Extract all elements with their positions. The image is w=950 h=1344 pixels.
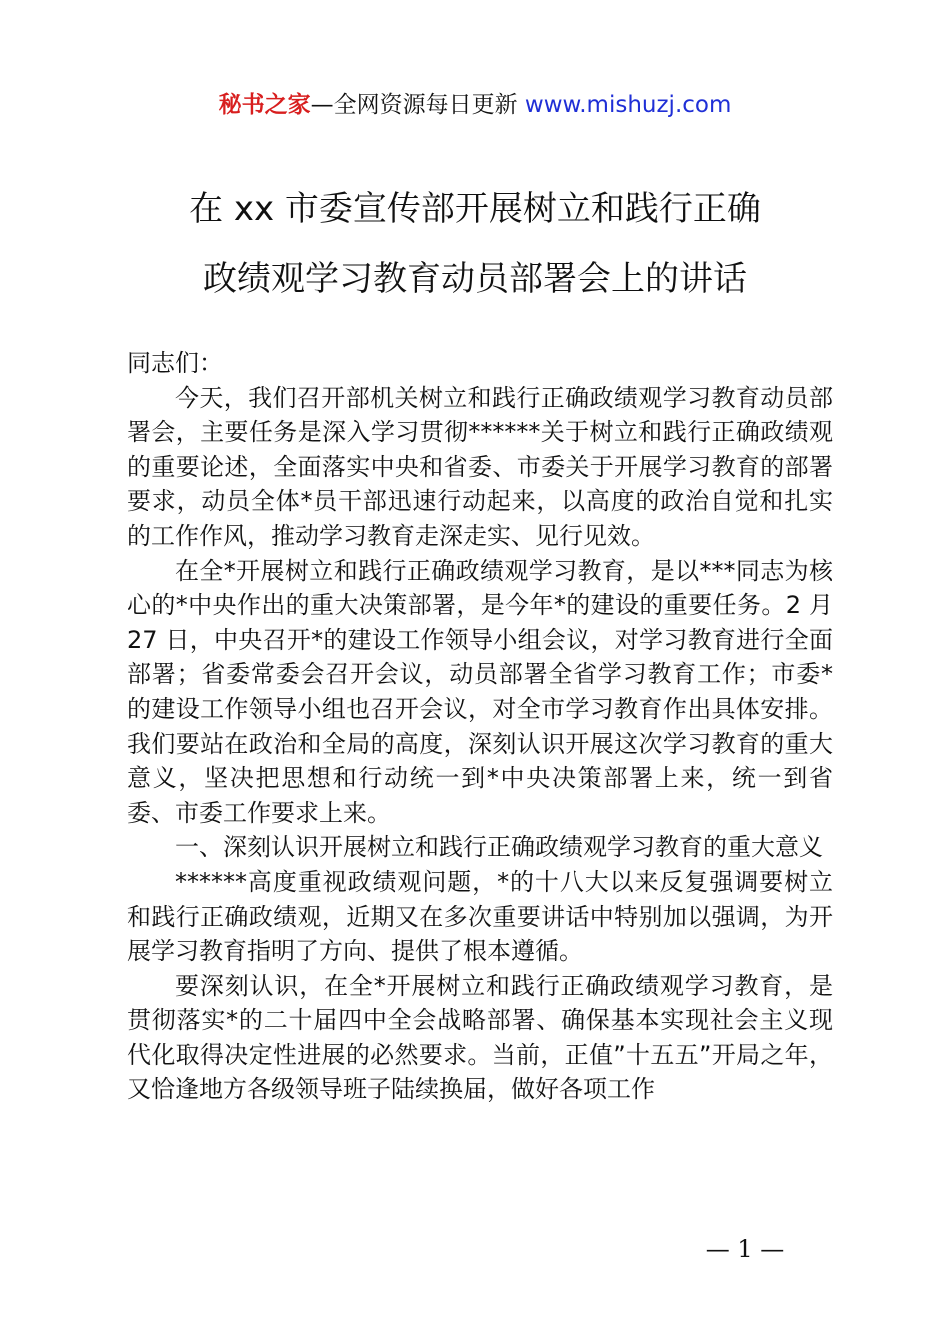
document-body (127, 346, 833, 1107)
site-tagline: —全网资源每日更新 (310, 92, 525, 118)
site-url-link[interactable]: www.mishuzj.com (524, 92, 732, 118)
site-header (0, 88, 950, 122)
section-heading: 一、深刻认识开展树立和践行正确政绩观学习教育的重大意义 (175, 833, 823, 862)
site-brand: 秘书之家 (218, 92, 311, 118)
body-paragraph: 要深刻认识，在全*开展树立和践行正确政绩观学习教育，是贯彻落实*的二十届四中全会战略部署、确保基本实现社会主义现代化取得决定性进展的必然要求。当前，正值”十五五”开局之年，又恰逢地方各级领导班子陆续换届，做好各项工作 (127, 971, 833, 1104)
page-number: — 1 — (705, 1235, 785, 1263)
title-line-2: 政绩观学习教育动员部署会上的讲话 (203, 259, 747, 299)
body-paragraph: ******高度重视政绩观问题，*的十八大以来反复强调要树立和践行正确政绩观，近期又在多次重要讲话中特别加以强调，为开展学习教育指明了方向、提供了根本遵循。 (127, 867, 833, 966)
body-paragraph: 今天，我们召开部机关树立和践行正确政绩观学习教育动员部署会，主要任务是深入学习贯彻******关于树立和践行正确政绩观的重要论述，全面落实中央和省委、市委关于开展学习教育的部署要求，动员全体*员干部迅速行动起来，以高度的政治自觉和扎实的工作作风，推动学习教育走深走实、见行见效。 (127, 383, 833, 550)
title-line-1: 在 xx 市委宣传部开展树立和践行正确 (189, 189, 761, 229)
document-title (0, 186, 950, 302)
body-paragraph: 在全*开展树立和践行正确政绩观学习教育，是以***同志为核心的*中央作出的重大决策部署，是今年*的建设的重要任务。2 月 27 日，中央召开*的建设工作领导小组会议，对学习教育进行全面部署；省委常委会召开会议，动员部署全省学习教育工作；市委*的建设工作领导小组也召开会议，对全市学习教育作出具体安排。我们要站在政治和全局的高度，深刻认识开展这次学习教育的重大意义，坚决把思想和行动统一到*中央决策部署上来，统一到省委、市委工作要求上来。 (127, 556, 833, 827)
salutation: 同志们： (127, 349, 223, 377)
